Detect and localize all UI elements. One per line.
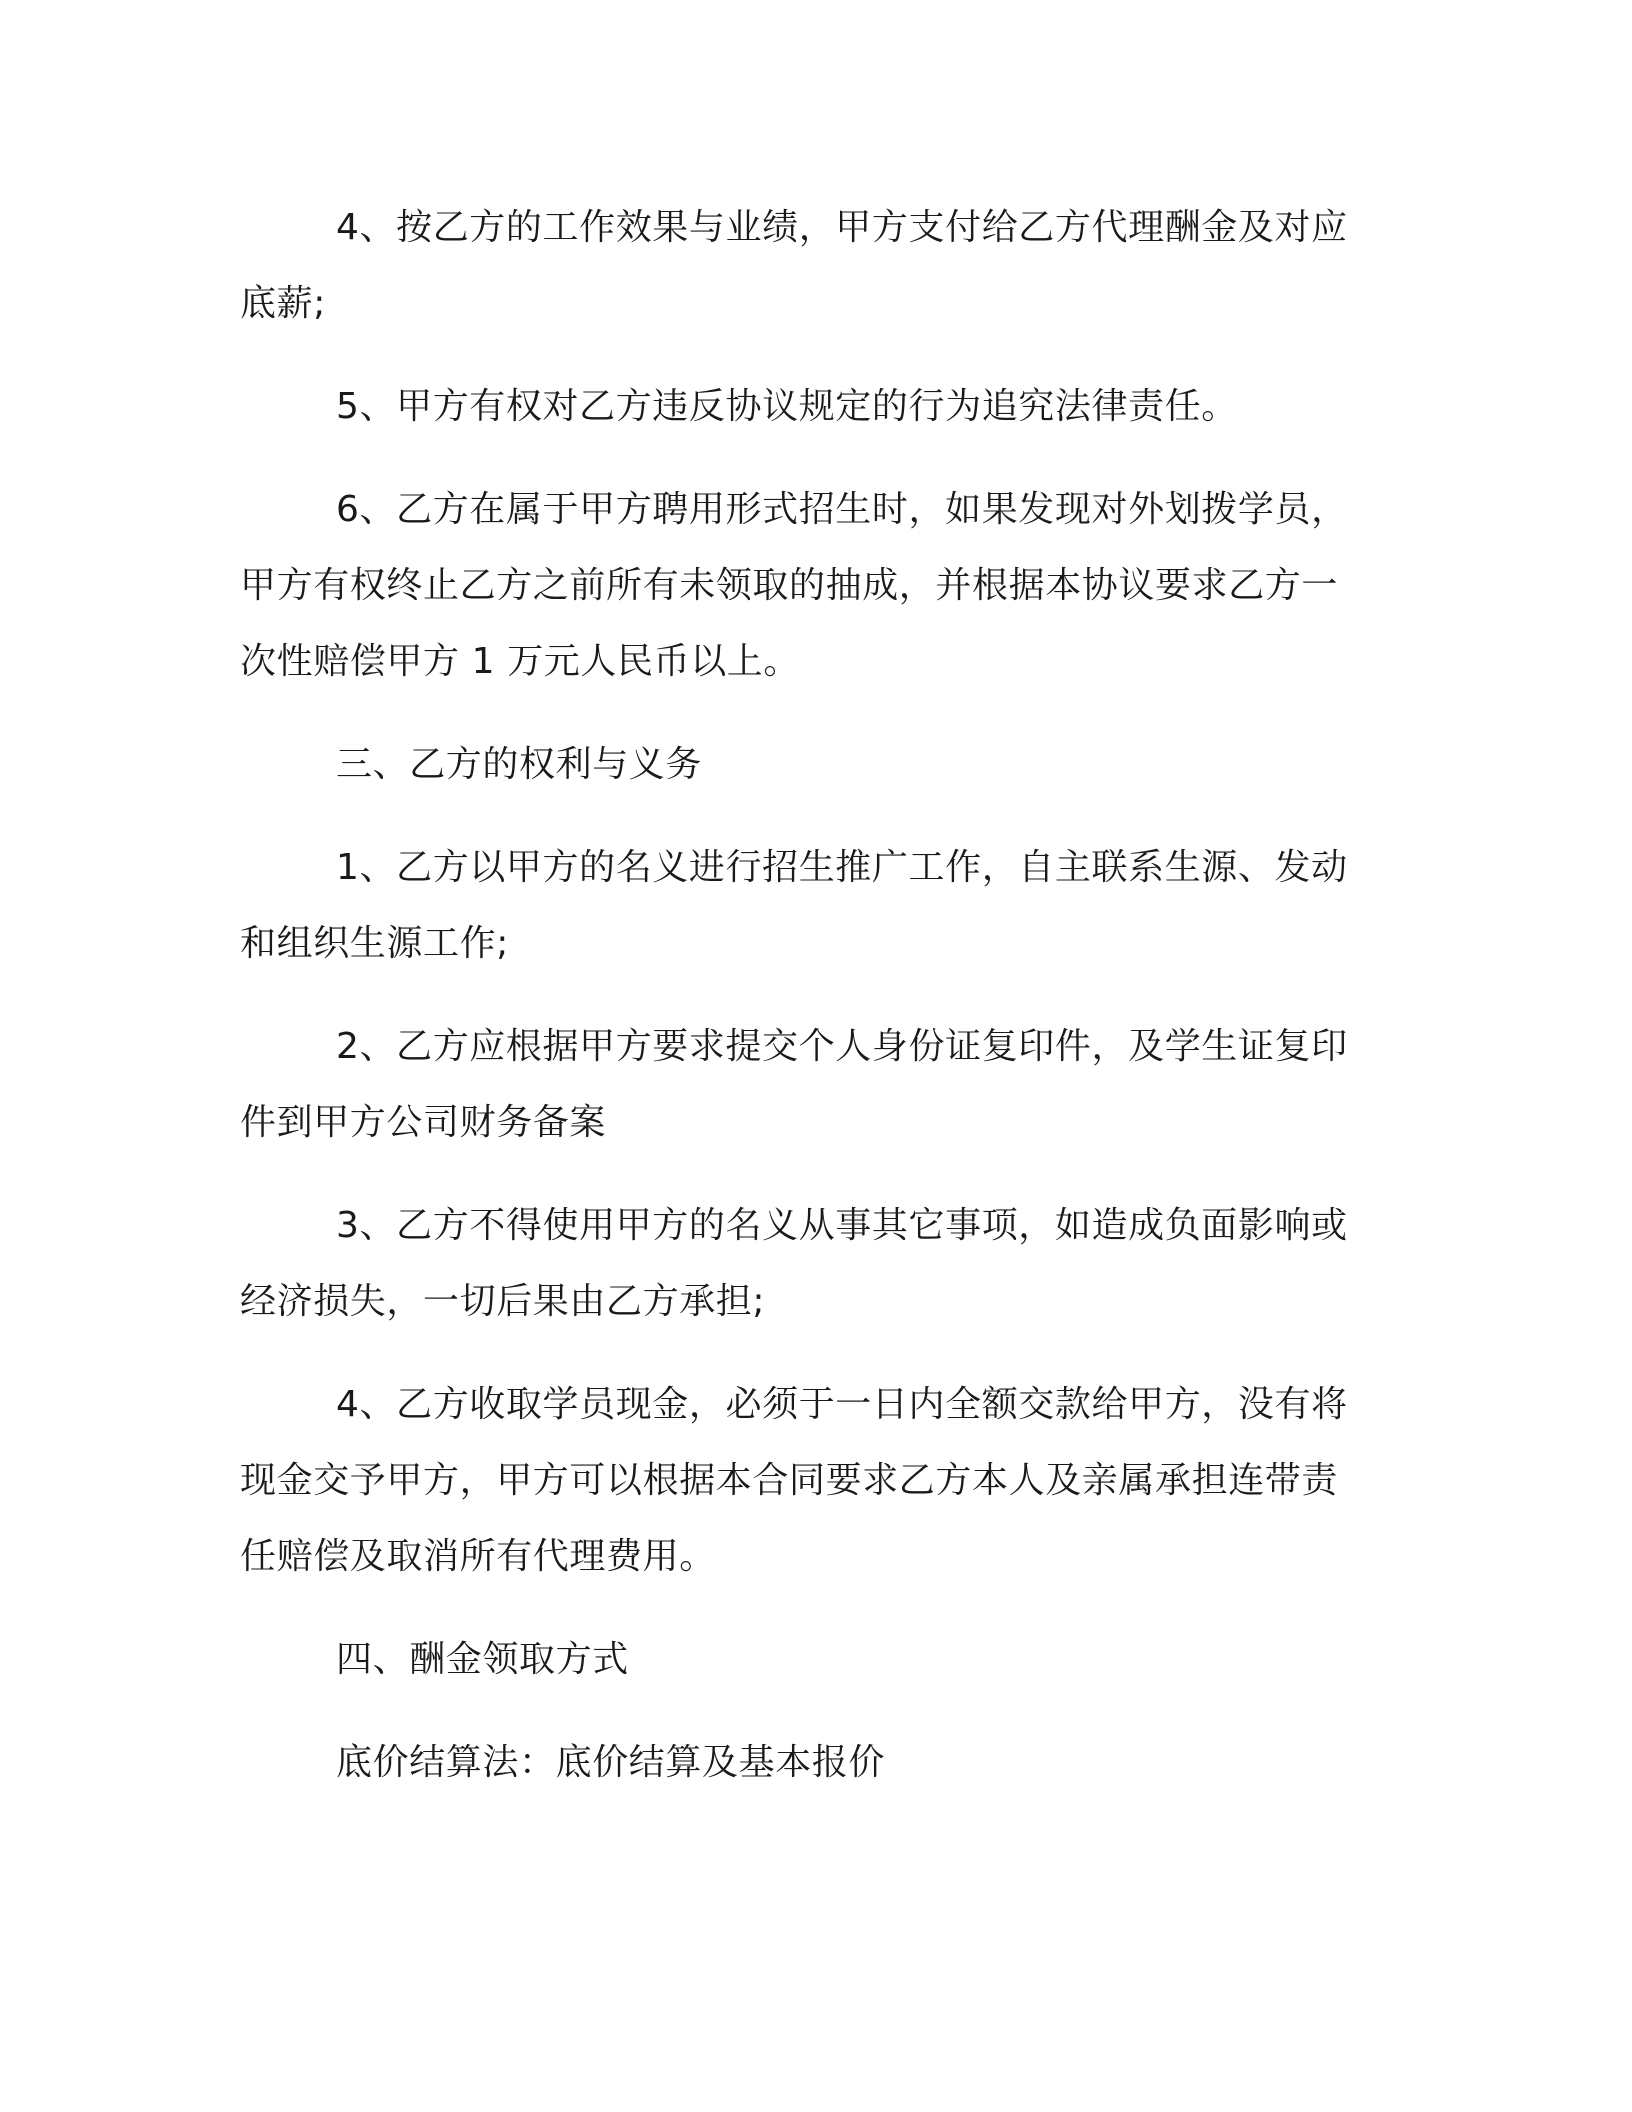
paragraph-line: 甲方有权终止乙方之前所有未领取的抽成，并根据本协议要求乙方一 [240,565,1339,606]
paragraph-line: 3、乙方不得使用甲方的名义从事其它事项，如造成负面影响或 [336,1205,1348,1246]
paragraph-line: 次性赔偿甲方 1 万元人民币以上。 [240,641,800,682]
paragraph-item-4-cash-handling [240,1367,1360,1595]
paragraph-line: 经济损失，一切后果由乙方承担; [240,1281,766,1322]
paragraph-line: 底价结算法：底价结算及基本报价 [336,1742,886,1783]
paragraph-base-price-settlement [240,1725,1360,1801]
paragraph-line: 6、乙方在属于甲方聘用形式招生时，如果发现对外划拨学员， [336,489,1348,530]
paragraph-line: 2、乙方应根据甲方要求提交个人身份证复印件，及学生证复印 [336,1026,1348,1067]
paragraph-item-2-documents [240,1009,1360,1161]
paragraph-line: 4、乙方收取学员现金，必须于一日内全额交款给甲方，没有将 [336,1384,1348,1425]
paragraph-line: 底薪; [240,283,326,324]
paragraph-item-5-legal-liability [240,369,1360,445]
paragraph-line: 1、乙方以甲方的名义进行招生推广工作，自主联系生源、发动 [336,847,1348,888]
paragraph-item-1-recruitment [240,830,1360,982]
paragraph-item-3-name-use [240,1188,1360,1340]
section-heading-text: 三、乙方的权利与义务 [336,744,703,785]
paragraph-line: 件到甲方公司财务备案 [240,1102,607,1143]
section-heading-party-b-rights [240,727,1360,803]
paragraph-line: 现金交予甲方，甲方可以根据本合同要求乙方本人及亲属承担连带责 [240,1460,1339,1501]
paragraph-item-4-compensation [240,190,1360,342]
section-heading-commission-method [240,1622,1360,1698]
paragraph-line: 任赔偿及取消所有代理费用。 [240,1536,716,1577]
section-heading-text: 四、酬金领取方式 [336,1639,629,1680]
paragraph-line: 和组织生源工作; [240,923,509,964]
paragraph-line: 5、甲方有权对乙方违反协议规定的行为追究法律责任。 [336,386,1238,427]
document-body [240,190,1360,1828]
paragraph-line: 4、按乙方的工作效果与业绩，甲方支付给乙方代理酬金及对应 [336,207,1348,248]
paragraph-item-6-compensation-penalty [240,472,1360,700]
